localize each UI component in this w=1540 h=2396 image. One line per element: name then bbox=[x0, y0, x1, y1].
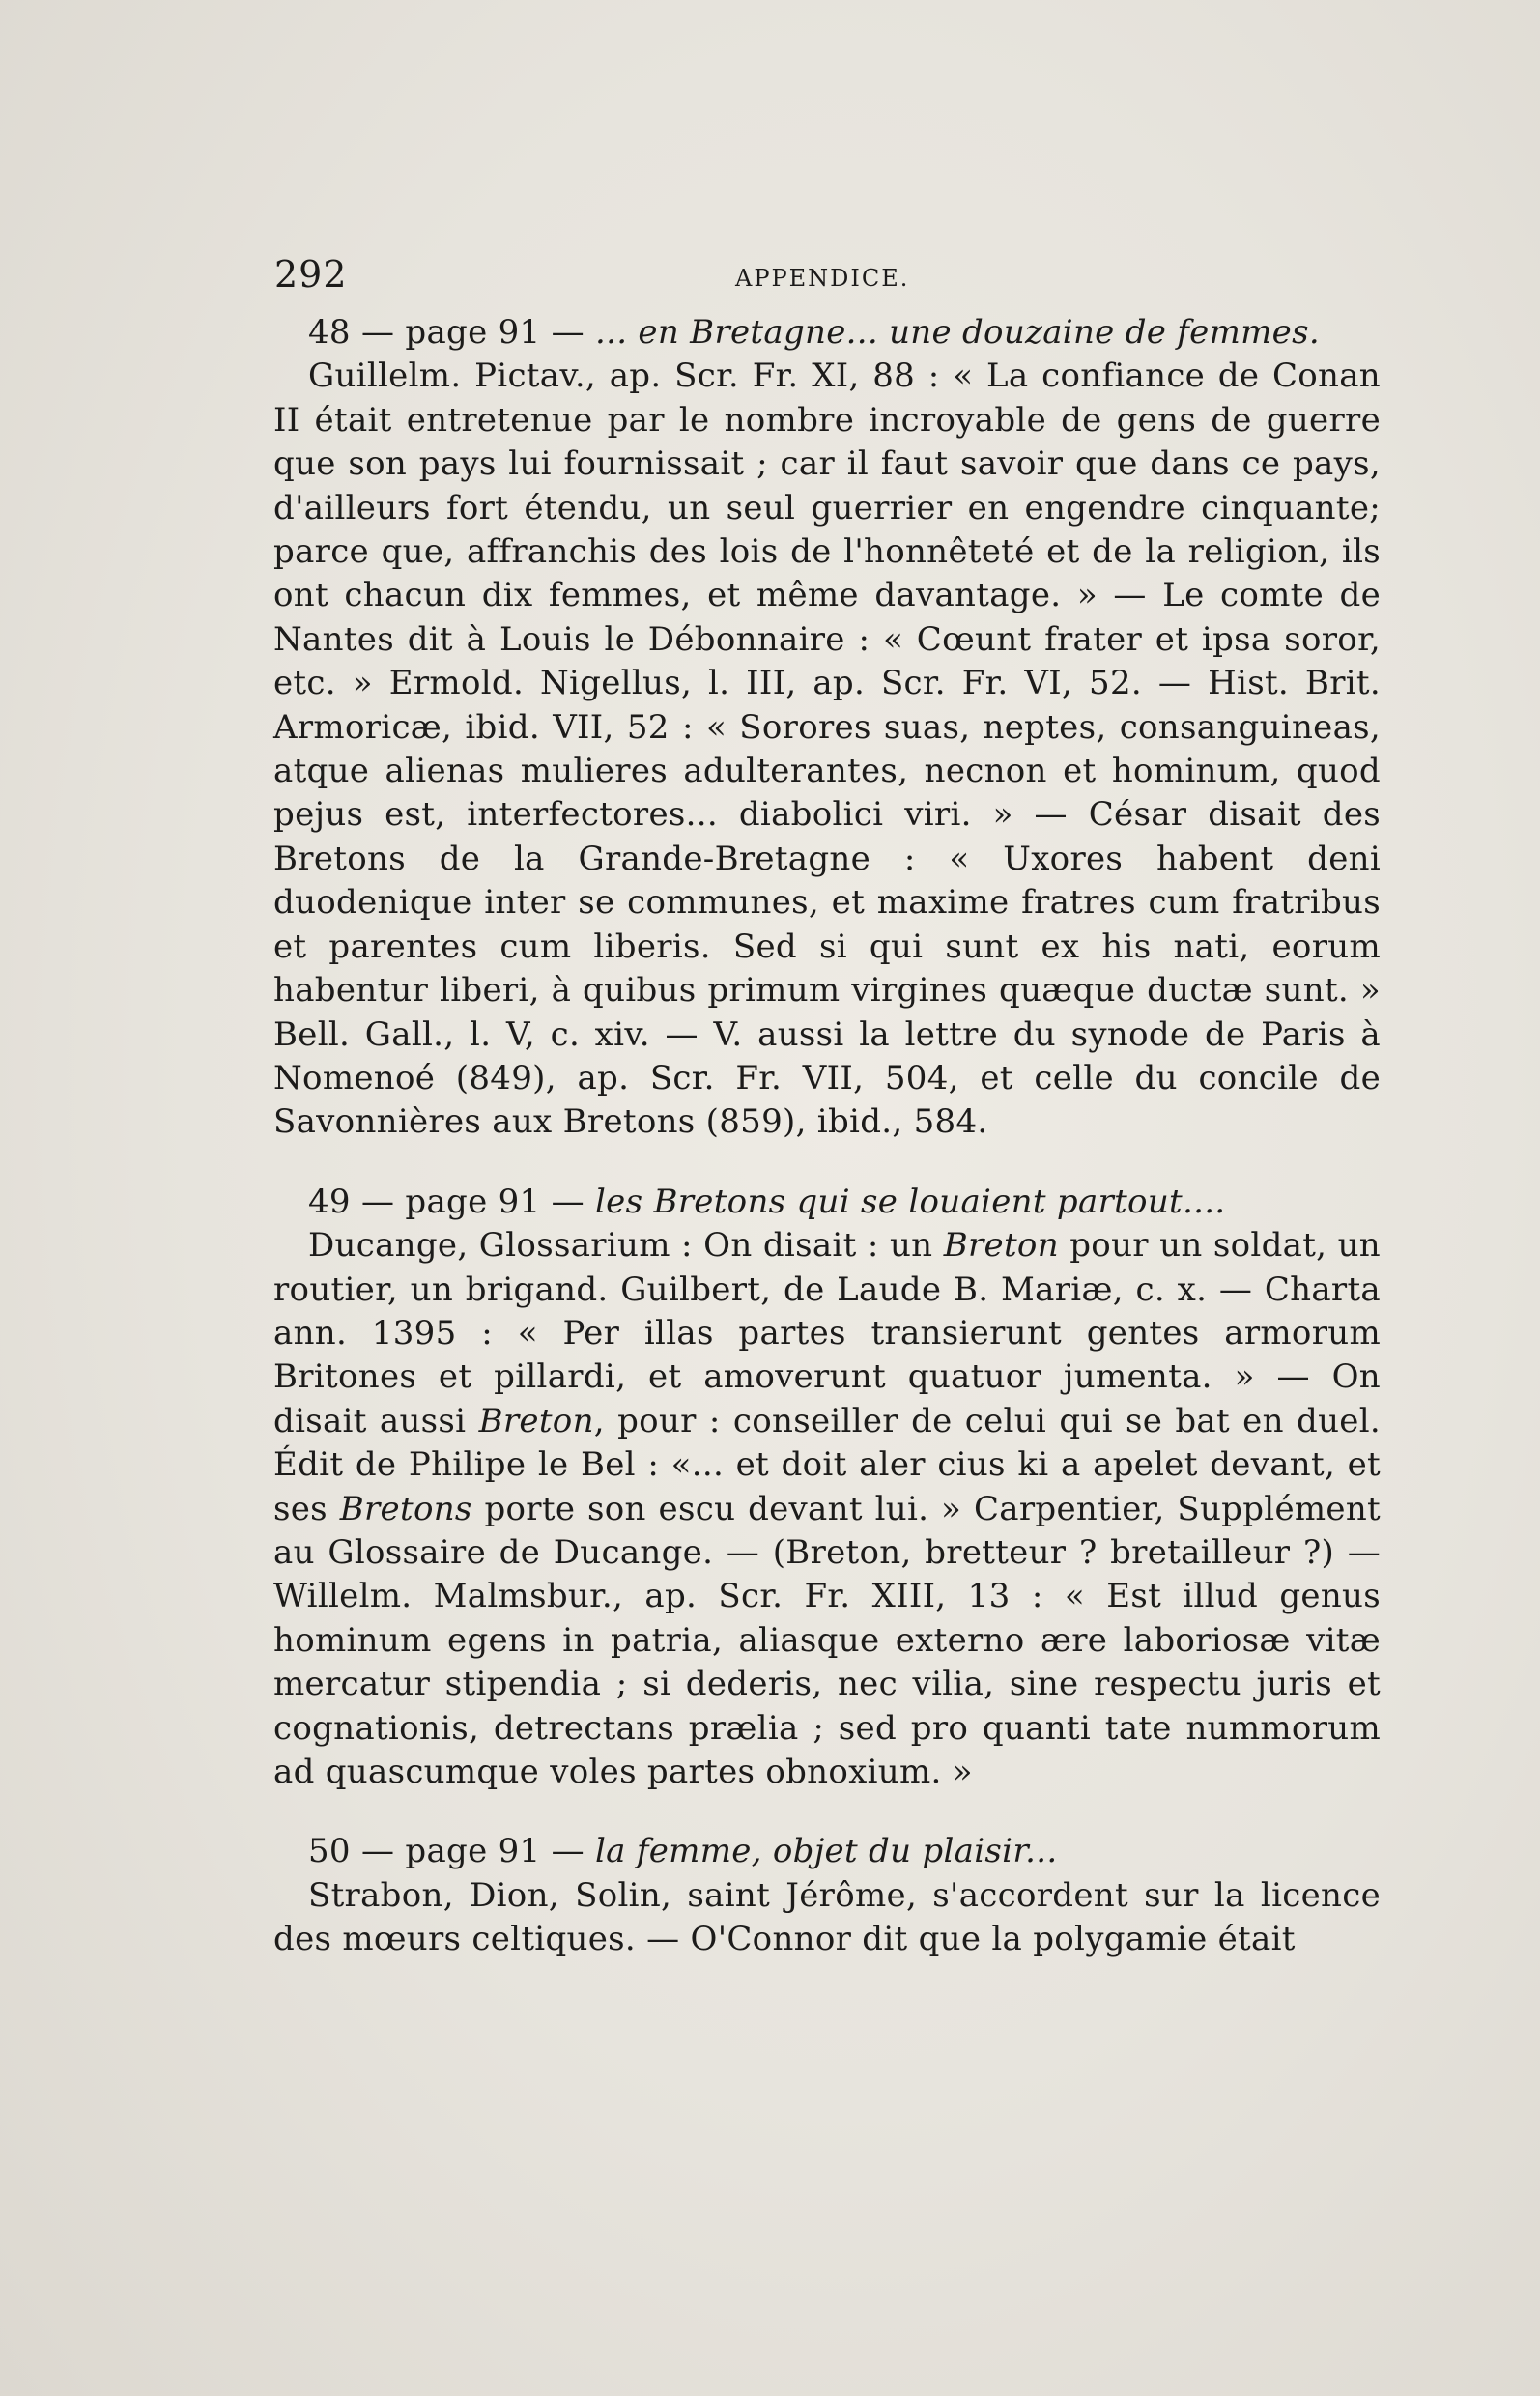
notes-body bbox=[273, 311, 1381, 1962]
note-48 bbox=[273, 311, 1381, 1145]
page-header bbox=[274, 253, 1382, 296]
note-text: Strabon, Dion, Solin, saint Jérôme, s'accordent sur la licence des mœurs celtiques. — O'Connor dit que la polygamie était bbox=[273, 1875, 1381, 1959]
italic-term: Breton bbox=[478, 1401, 594, 1440]
note-heading bbox=[273, 1830, 1381, 1873]
note-text: Guillelm. Pictav., ap. Scr. Fr. XI, 88 : « La confiance de Conan II était entretenue par le nombre incroyable de gens de guerre que son pays lui fournissait ; car il faut savoir que dans ce pays, d'ailleurs fort étendu, un seul guerrier en engendre cinquante; parce que, affranchis des lois de l'honnêteté et de la religion, ils ont chacun dix femmes, et même davantage. » — Le comte de Nantes dit à Louis le Débonnaire : « Cœunt frater et ipsa soror, etc. » Ermold. Nigellus, l. III, ap. Scr. Fr. VI, 52. — Hist. Brit. Armoricæ, ibid. VII, 52 : « Sorores suas, neptes, consanguineas, atque alienas mulieres adulterantes, necnon et hominum, quod pejus est, interfectores... diabolici viri. » — César disait des Bretons de la Grande-Bretagne : « Uxores habent deni duodenique inter se communes, et maxime fratres cum fratribus et parentes cum liberis. Sed si qui sunt ex his nati, eorum habentur liberi, à quibus primum virgines quæque ductæ sunt. » Bell. Gall., l. V, c. xiv. — V. aussi la lettre du synode de Paris à Nomenoé (849), ap. Scr. Fr. VII, 504, et celle du concile de Savonnières aux Bretons (859), ibid., 584. bbox=[273, 357, 1381, 1142]
note-heading bbox=[273, 1181, 1381, 1224]
italic-term: Breton bbox=[943, 1226, 1059, 1266]
text-run: , pour : conseiller de celui qui se bat en duel. Édit de Philipe le Bel : «... et doit aler cius ki a apelet devant, et ses bbox=[273, 1401, 1381, 1528]
note-heading bbox=[273, 311, 1381, 355]
note-reference: 50 — page 91 — bbox=[308, 1832, 595, 1871]
page-number: 292 bbox=[274, 253, 348, 296]
note-quote: ... en Bretagne... une douzaine de femmes. bbox=[595, 313, 1320, 352]
note-reference: 49 — page 91 — bbox=[308, 1182, 595, 1221]
note-quote: les Bretons qui se louaient partout.... bbox=[595, 1182, 1226, 1221]
text-run: pour un soldat, un routier, un brigand. Guilbert, de Laude B. Mariæ, c. x. — Charta ann. 1395 : « Per illas partes transierunt gentes armorum Britones et pillardi, et amoverunt quatuor jumenta. » — On disait aussi bbox=[273, 1226, 1382, 1440]
note-text bbox=[273, 1224, 1381, 1794]
running-head: APPENDICE. bbox=[735, 265, 910, 292]
note-49 bbox=[273, 1181, 1381, 1795]
text-run: porte son escu devant lui. » Carpentier, Supplément au Glossaire de Ducange. — (Breton, bretteur ? bretailleur ?) — Willelm. Malmsbur., ap. Scr. Fr. XIII, 13 : « Est illud genus hominum egens in patria, aliasque externo ære laboriosæ vitæ mercatur stipendia ; si dederis, nec vilia, sine respectu juris et cognationis, detrectans prælia ; sed pro quanti tate nummorum ad quascumque voles partes obnoxium. » bbox=[273, 1489, 1381, 1791]
note-50 bbox=[273, 1830, 1381, 1961]
italic-term: Bretons bbox=[339, 1489, 472, 1528]
note-reference: 48 — page 91 — bbox=[308, 313, 595, 352]
text-run: Ducange, Glossarium : On disait : un bbox=[308, 1226, 944, 1266]
note-quote: la femme, objet du plaisir... bbox=[595, 1832, 1058, 1871]
